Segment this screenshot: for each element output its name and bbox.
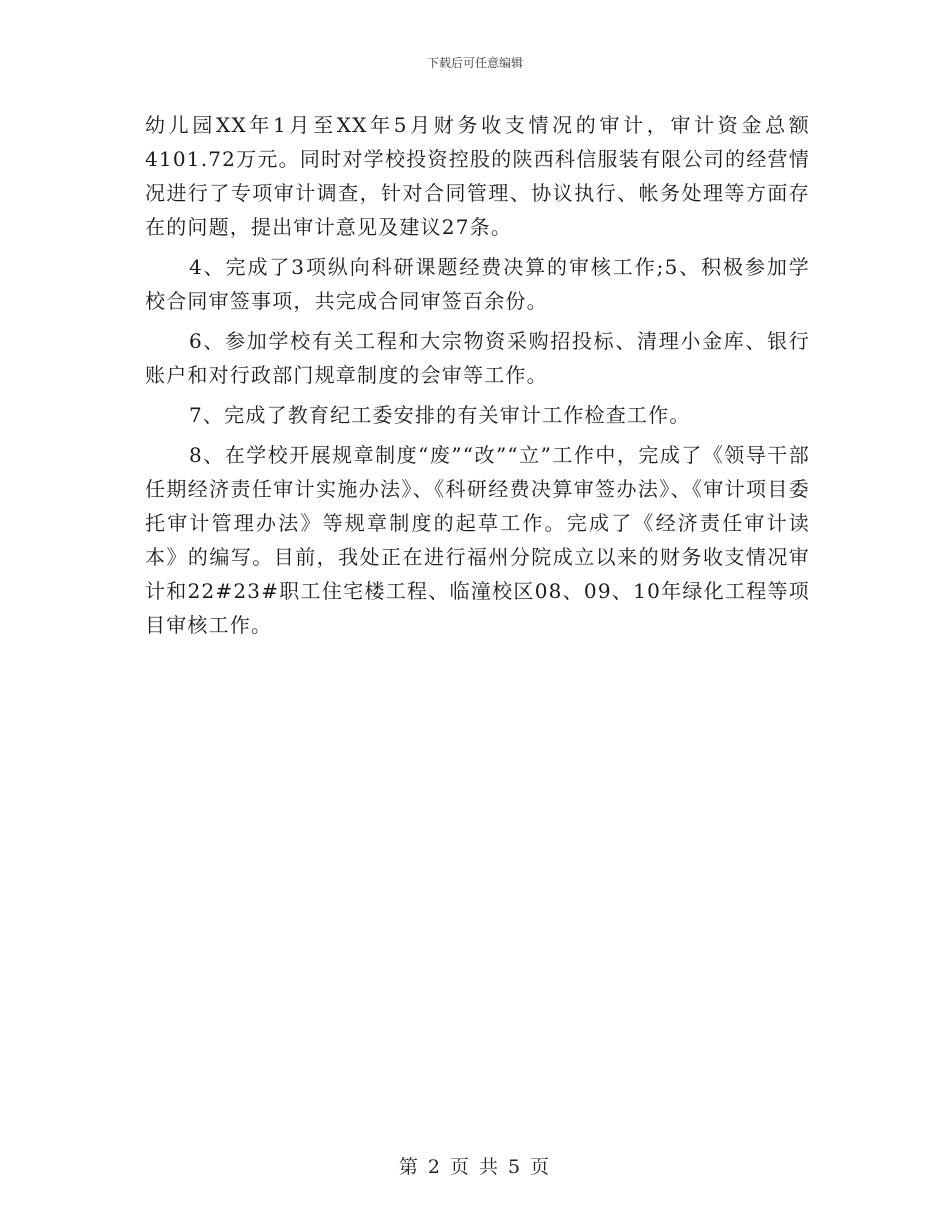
paragraph-item-4-5: 4、完成了3项纵向科研课题经费决算的审核工作;5、积极参加学校合同审签事项，共完成合同审签百余份。 xyxy=(145,255,810,313)
paragraph-item-6: 6、参加学校有关工程和大宗物资采购招投标、清理小金库、银行账户和对行政部门规章制度的会审等工作。 xyxy=(145,329,810,387)
document-body xyxy=(145,108,810,648)
paragraph-item-7: 7、完成了教育纪工委安排的有关审计工作检查工作。 xyxy=(189,403,691,427)
paragraph-continuation: 幼儿园XX年1月至XX年5月财务收支情况的审计，审计资金总额4101.72万元。同时对学校投资控股的陕西科信服装有限公司的经营情况进行了专项审计调查，针对合同管理、协议执行、帐务处理等方面存在的问题，提出审计意见及建议27条。 xyxy=(145,113,810,239)
paragraph-item-8: 8、在学校开展规章制度“废”“改”“立”工作中，完成了《领导干部任期经济责任审计实施办法》、《科研经费决算审签办法》、《审计项目委托审计管理办法》等规章制度的起草工作。完成了《经济责任审计读本》的编写。目前，我处正在进行福州分院成立以来的财务收支情况审计和22#23#职工住宅楼工程、临潼校区08、09、10年绿化工程等项目审核工作。 xyxy=(145,443,810,637)
header-note: 下载后可任意编辑 xyxy=(426,56,523,70)
page-number: 第 2 页 共 5 页 xyxy=(398,1156,552,1178)
